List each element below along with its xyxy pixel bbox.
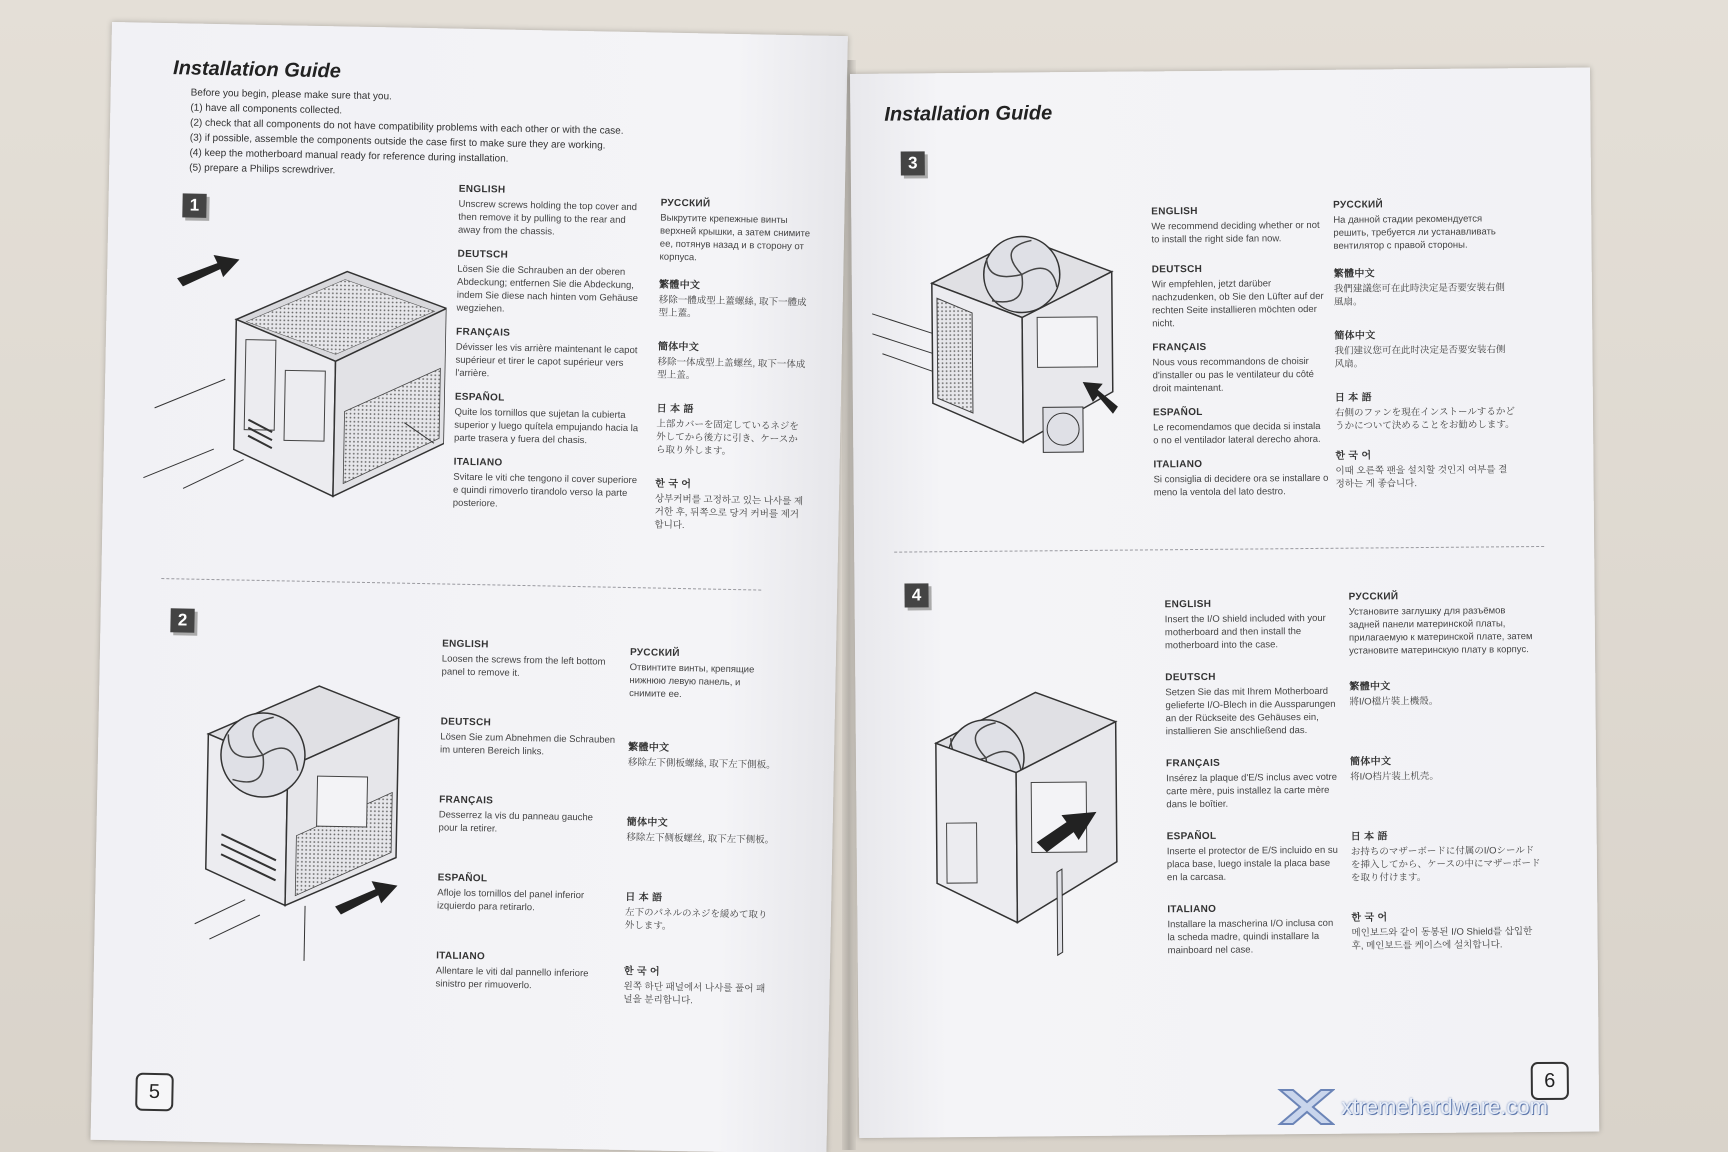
lang-title: РУССКИЙ [1333, 199, 1383, 211]
step4-col1 [1165, 598, 1343, 958]
lang-title: 簡体中文 [1349, 756, 1392, 768]
step4-col2 [1349, 590, 1542, 953]
step-badge: 2 [170, 608, 194, 632]
lang-title: ITALIANO [1167, 903, 1217, 916]
case-illustration-side-panel [174, 673, 420, 968]
lang-title: DEUTSCH [1165, 671, 1216, 684]
lang-text: Svitare le viti che tengono il cover superiore e quindi rimoverlo tirandolo verso la parte posteriore. [452, 471, 638, 510]
lang-text: 上部カバーを固定しているネジを外してから後方に引き、ケースから取り外します。 [655, 418, 799, 457]
lang-text: 我們建議您可在此時決定是否要安裝右側風扇。 [1333, 282, 1505, 308]
lang-title: 繁體中文 [1333, 268, 1376, 280]
intro-line: (3) if possible, assemble the components outside the case first to make sure they are working. [189, 132, 606, 152]
lang-text: Unscrew screws holding the top cover and then remove it by pulling to the rear and away from the chassis. [457, 198, 638, 238]
lang-text: 移除左下侧板螺丝, 取下左下侧板。 [626, 832, 775, 846]
lang-text: Dévisser les vis arrière maintenant le capot supérieur et tirer le capot supérieur vers l'arrière. [455, 341, 638, 380]
lang-title: 繁體中文 [658, 279, 701, 292]
page-number: 5 [135, 1073, 174, 1112]
lang-text: 右側のファンを現在インストールするかどうかについて決めることをお勧めします。 [1334, 406, 1515, 432]
case-illustration-motherboard [915, 671, 1158, 963]
section-divider [161, 578, 761, 591]
section-divider [894, 546, 1544, 553]
lang-title: РУССКИЙ [629, 647, 680, 660]
lang-text: 이때 오른쪽 팬을 설치할 것인지 여부를 결정하는 게 좋습니다. [1335, 464, 1508, 490]
lang-text: 将I/O档片装上机壳。 [1350, 770, 1439, 783]
lang-text: 移除左下側板螺絲, 取下左下側板。 [627, 757, 776, 771]
right-page [850, 68, 1599, 1138]
lang-text: Выкрутите крепежные винты верхней крышки, а затем снимите ее, потянув назад и в сторону от корпуса. [659, 212, 811, 264]
step-badge: 3 [901, 151, 925, 175]
lang-text: Inserte el protector de E/S incluido en su placa base, luego instale la placa base en la carcasa. [1166, 844, 1338, 884]
watermark-text: xtremehardware.com [1341, 1094, 1548, 1119]
lang-text: 將I/O檔片裝上機殼。 [1349, 695, 1439, 708]
lang-text: На данной стадии рекомендуется решить, требуется ли устанавливать вентилятор с правой стороны. [1333, 213, 1496, 252]
lang-title: FRANÇAIS [439, 794, 494, 807]
lang-title: ENGLISH [1164, 598, 1212, 611]
step-badge: 1 [182, 193, 206, 217]
step1-col2 [654, 198, 810, 535]
page-title: Installation Guide [172, 57, 342, 83]
lang-title: 한 국 어 [1335, 450, 1372, 462]
lang-text: Установите заглушку для разъёмов задней панели материнской платы, прилагаемую к материнской плате, затем установите материнскую плату в корпус. [1348, 605, 1533, 657]
lang-text: Si consiglia di decidere ora se installare o meno la ventola del lato destro. [1153, 472, 1329, 499]
step1-col1 [453, 184, 649, 514]
lang-title: ESPAÑOL [437, 872, 488, 885]
lang-title: ITALIANO [453, 456, 503, 469]
left-page [91, 22, 848, 1152]
lang-title: DEUTSCH [440, 716, 492, 729]
lang-title: РУССКИЙ [660, 197, 711, 210]
lang-title: РУССКИЙ [1348, 591, 1399, 603]
intro-line: (2) check that all components do not have compatibility problems with each other or with the case. [189, 117, 624, 137]
lang-title: 日 本 語 [1334, 392, 1372, 404]
lang-title: ESPAÑOL [454, 391, 505, 404]
lang-text: 左下のパネルのネジを緩めて取り外します。 [624, 907, 768, 932]
lang-text: 상부커버를 고정하고 있는 나사를 제거한 후, 뒤쪽으로 당겨 커버를 제거합니다. [654, 493, 804, 532]
lang-title: 한 국 어 [623, 966, 661, 978]
lang-text: Installare la mascherina I/O inclusa con la scheda madre, quindi installare la mainboard nel case. [1167, 917, 1334, 957]
lang-text: Lösen Sie die Schrauben an der oberen Abdeckung; entfernen Sie die Abdeckung, indem Sie diese nach hinten vom Gehäuse wegziehen. [456, 263, 639, 315]
intro-list [189, 86, 624, 184]
watermark [1275, 1082, 1548, 1132]
lang-text: 왼쪽 하단 패널에서 나사를 풀어 패널을 분리합니다. [623, 980, 766, 1007]
step-badge: 4 [904, 583, 928, 607]
lang-text: Afloje los tornillos del panel inferior izquierdo para retirarlo. [436, 887, 585, 914]
lang-title: 日 本 語 [1350, 831, 1388, 843]
lang-title: 한 국 어 [1351, 912, 1388, 924]
lang-text: 移除一体成型上盖螺丝, 取下一体成型上盖。 [657, 356, 806, 382]
page-number: 6 [1531, 1062, 1569, 1100]
lang-title: FRANÇAIS [1165, 757, 1221, 770]
lang-title: 簡体中文 [626, 817, 669, 829]
lang-title: 繁體中文 [1349, 681, 1391, 693]
lang-title: ITALIANO [436, 950, 486, 963]
lang-title: ESPAÑOL [1166, 830, 1217, 843]
lang-text: Desserrez la vis du panneau gauche pour la retirer. [438, 809, 594, 835]
lang-text: 메인보드와 같이 동봉된 I/O Shield를 삽입한 후, 메인보드를 케이스에 설치합니다. [1351, 926, 1533, 952]
lang-title: ENGLISH [458, 183, 506, 196]
lang-title: 한 국 어 [655, 478, 692, 491]
lang-text: Lösen Sie zum Abnehmen die Schrauben im unteren Bereich links. [439, 731, 616, 758]
step3-col2 [1333, 198, 1516, 491]
lang-text: Insert the I/O shield included with your motherboard and then install the motherboard into the case. [1164, 612, 1326, 652]
lang-title: FRANÇAIS [1152, 341, 1207, 354]
lang-title: 繁體中文 [628, 742, 670, 754]
lang-title: ENGLISH [442, 638, 489, 651]
case-illustration-fan [871, 211, 1143, 473]
lang-text: お持ちのマザーボードに付属のI/Oシールドを挿入してから、ケースの中にマザーボードを取り付けます。 [1350, 845, 1541, 884]
page-title: Installation Guide [884, 102, 1053, 126]
lang-title: 日 本 語 [625, 892, 663, 904]
lang-text: Allentare le viti dal pannello inferiore sinistro per rimuoverlo. [435, 965, 589, 992]
case-illustration-top-cover [143, 248, 448, 514]
lang-title: FRANÇAIS [456, 326, 511, 339]
xtreme-x-logo-icon [1275, 1082, 1335, 1132]
lang-title: 簡体中文 [657, 341, 700, 354]
lang-text: Quite los tornillos que sujetan la cubierta superior y luego quítela empujando hacia la parte trasera y fuera del chasis. [453, 406, 639, 447]
step3-col1 [1151, 205, 1329, 500]
lang-text: 我们建议您可在此时决定是否要安装右侧风扇。 [1334, 344, 1506, 370]
lang-title: 簡体中文 [1334, 330, 1376, 342]
lang-title: ESPAÑOL [1152, 406, 1203, 419]
lang-text: Nous vous recommandons de choisir d'installer ou pas le ventilateur du côté droit maintenant. [1152, 356, 1315, 395]
lang-title: DEUTSCH [457, 248, 509, 261]
intro-line: Before you begin, please make sure that you. [190, 87, 392, 103]
intro-line: (1) have all components collected. [190, 102, 343, 117]
lang-text: Wir empfehlen, jetzt darüber nachzudenken, ob Sie den Lüfter auf der rechten Seite installieren möchten oder nicht. [1151, 278, 1324, 330]
lang-title: DEUTSCH [1151, 263, 1203, 276]
intro-line: (5) prepare a Philips screwdriver. [189, 162, 336, 177]
lang-text: Отвинтите винты, крепящие нижнюю левую панель, и снимите ее. [629, 662, 755, 701]
intro-line: (4) keep the motherboard manual ready for reference during installation. [189, 147, 509, 165]
lang-text: Loosen the screws from the left bottom panel to remove it. [441, 653, 606, 679]
step2-col1 [435, 638, 617, 993]
lang-text: 移除一體成型上蓋螺絲, 取下一體成型上蓋。 [658, 294, 807, 320]
lang-title: ITALIANO [1153, 458, 1203, 471]
lang-text: Setzen Sie das mit Ihrem Motherboard gelieferte I/O-Blech in die Aussparungen an der Rückseite des Gehäuses ein, installieren Sie anschließend das. [1165, 685, 1336, 738]
lang-text: Le recomendamos que decida si instala o no el ventilador lateral derecho ahora. [1153, 420, 1321, 447]
lang-title: 日 本 語 [656, 403, 694, 416]
lang-title: ENGLISH [1151, 205, 1198, 218]
lang-text: We recommend deciding whether or not to install the right side fan now. [1151, 219, 1320, 246]
lang-text: Insérez la plaque d'E/S inclus avec votre carte mère, puis installez la carte mère dans le boîtier. [1166, 771, 1338, 811]
step2-col2 [623, 647, 780, 1009]
